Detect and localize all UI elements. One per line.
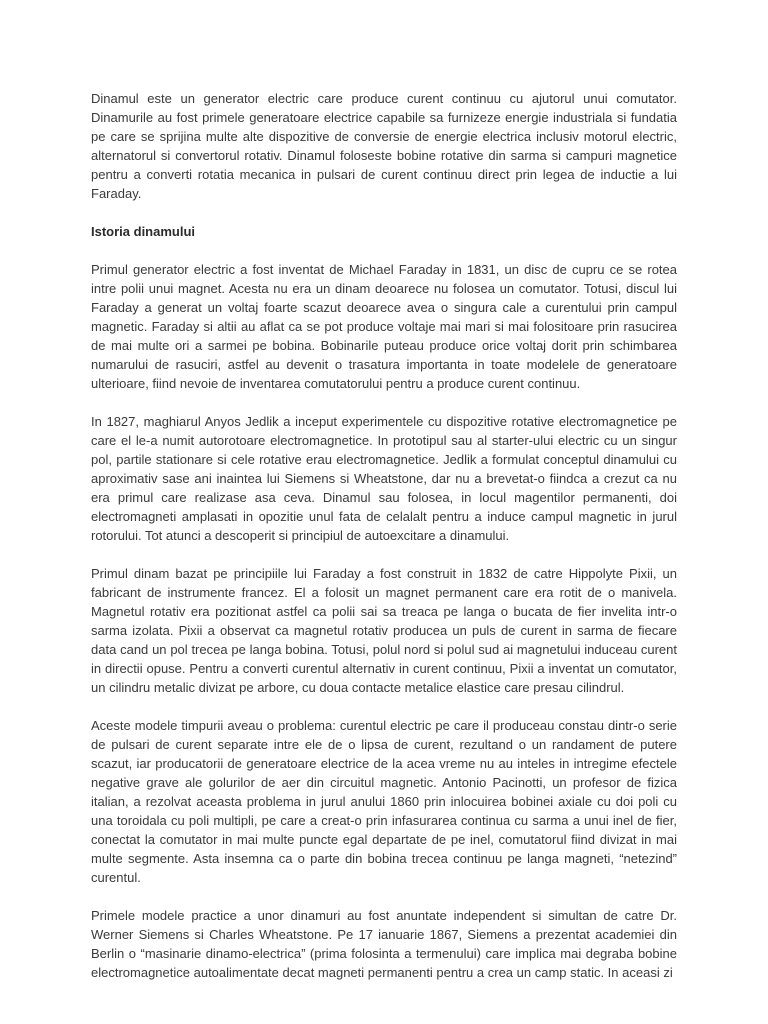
jedlik-paragraph: In 1827, maghiarul Anyos Jedlik a inceput experimentele cu dispozitive rotative electromagnetice pe care el le-a numit autorotoare electromagnetice. In prototipul sau al starter-ului electric cu un singur pol, partile stationare si cele rotative erau electromagnetice. Jedlik a formulat conceptul dinamului cu aproximativ sase ani inaintea lui Siemens si Wheatstone, dar nu a brevetat-o fiindca a crezut ca nu era primul care realizase asa ceva. Dinamul sau folosea, in locul magentilor permanenti, doi electromagneti amplasati in opozitie unul fata de celalalt pentru a induce campul magnetic in jurul rotorului. Tot atunci a descoperit si principiul de autoexcitare a dinamului. (91, 414, 677, 543)
pacinotti-paragraph: Aceste modele timpurii aveau o problema: curentul electric pe care il produceau constau dintr-o serie de pulsari de curent separate intre ele de o lipsa de curent, rezultand o un randament de putere scazut, iar producatorii de generatoare electrice de la acea vreme nu au inteles in intregime efectele negative grave ale golurilor de aer din circuitul magnetic. Antonio Pacinotti, un profesor de fizica italian, a rezolvat aceasta problema in jurul anului 1860 prin inlocuirea bobinei axiale cu doi poli cu una toroidala cu poli multipli, pe care a creat-o prin infasurarea continua cu sarma a unui inel de fier, conectat la comutator in mai multe puncte egal departate de pe inel, comutatorul fiind divizat in mai multe segmente. Asta insemna ca o parte din bobina trecea continuu pe langa magneti, “netezind” curentul. (91, 718, 677, 885)
pixii-paragraph: Primul dinam bazat pe principiile lui Faraday a fost construit in 1832 de catre Hippolyte Pixii, un fabricant de instrumente francez. El a folosit un magnet permanent care era rotit de o manivela. Magnetul rotativ era pozitionat astfel ca polii sai sa treaca pe langa o bucata de fier invelita intr-o sarma izolata. Pixii a observat ca magnetul rotativ producea un puls de curent in sarma de fiecare data cand un pol trecea pe langa bobina. Totusi, polul nord si polul sud ai magnetului induceau curent in directii opuse. Pentru a converti curentul alternativ in curent continuu, Pixii a inventat un comutator, un cilindru metalic divizat pe arbore, cu doua contacte metalice elastice care presau cilindrul. (91, 566, 677, 695)
faraday-paragraph: Primul generator electric a fost inventat de Michael Faraday in 1831, un disc de cupru ce se rotea intre polii unui magnet. Acesta nu era un dinam deoarece nu folosea un comutator. Totusi, discul lui Faraday a generat un voltaj foarte scazut deoarece avea o singura cale a curentului prin campul magnetic. Faraday si altii au aflat ca se pot produce voltaje mai mari si mai folositoare prin rasucirea de mai multe ori a sarmei pe bobina. Bobinarile puteau produce orice voltaj dorit prin schimbarea numarului de rasuciri, astfel au devenit o trasatura importanta in toate modelele de generatoare ulterioare, fiind nevoie de inventarea comutatorului pentru a produce curent continuu. (91, 262, 677, 391)
section-heading: Istoria dinamului (91, 224, 196, 239)
document-page (91, 89, 677, 1001)
siemens-paragraph: Primele modele practice a unor dinamuri au fost anuntate independent si simultan de catre Dr. Werner Siemens si Charles Wheatstone. Pe 17 ianuarie 1867, Siemens a prezentat academiei din Berlin o “masinarie dinamo-electrica” (prima folosinta a termenului) care implica mai degraba bobine electromagnetice autoalimentate decat magneti permanenti pentru a crea un camp static. In aceasi zi (91, 908, 677, 980)
intro-paragraph: Dinamul este un generator electric care produce curent continuu cu ajutorul unui comutator. Dinamurile au fost primele generatoare electrice capabile sa furnizeze energie industriala si fundatia pe care se sprijina multe alte dispozitive de conversie de energie electrica inclusiv motorul electric, alternatorul si convertorul rotativ. Dinamul foloseste bobine rotative din sarma si campuri magnetice pentru a converti rotatia mecanica in pulsari de curent continuu direct prin legea de inductie a lui Faraday. (91, 91, 677, 201)
